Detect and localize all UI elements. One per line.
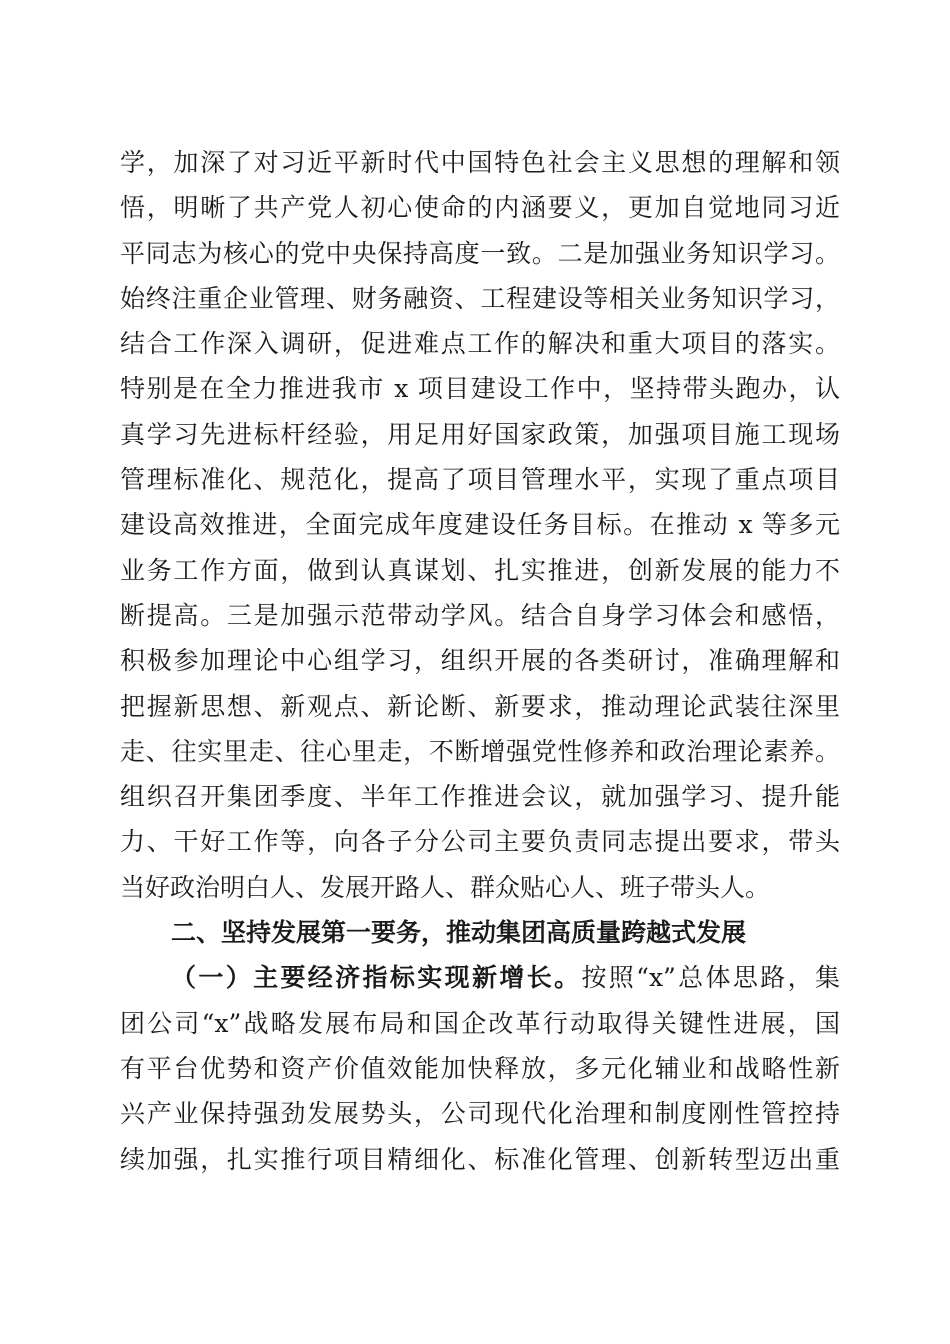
paragraph-line: 业务工作方面，做到认真谋划、扎实推进，创新发展的能力不 — [120, 555, 840, 585]
paragraph-line: 力、干好工作等，向各子分公司主要负责同志提出要求，带头 — [120, 827, 840, 857]
paragraph-line: 断提高。三是加强示范带动学风。结合自身学习体会和感悟， — [120, 600, 840, 630]
paragraph-line: 平同志为核心的党中央保持高度一致。二是加强业务知识学习。 — [120, 238, 840, 268]
paragraph-line: 积极参加理论中心组学习，组织开展的各类研讨，准确理解和 — [120, 646, 840, 676]
paragraph-line: 团公司“x”战略发展布局和国企改革行动取得关键性进展，国 — [120, 1008, 840, 1038]
subsection-first-line — [120, 955, 840, 1000]
paragraph-line: 当好政治明白人、发展开路人、群众贴心人、班子带头人。 — [120, 872, 771, 902]
paragraph-line: 管理标准化、规范化，提高了项目管理水平，实现了重点项目 — [120, 465, 840, 495]
paragraph-line: 兴产业保持强劲发展势头，公司现代化治理和制度刚性管控持 — [120, 1099, 840, 1129]
paragraph-line: 真学习先进标杆经验，用足用好国家政策，加强项目施工现场 — [120, 419, 840, 449]
subsection-label: （一）主要经济指标实现新增长。 — [171, 963, 582, 993]
paragraph-line: 把握新思想、新观点、新论断、新要求，推动理论武装往深里 — [120, 691, 840, 721]
paragraph-line: 续加强，扎实推行项目精细化、标准化管理、创新转型迈出重 — [120, 1144, 840, 1174]
paragraph-line: 始终注重企业管理、财务融资、工程建设等相关业务知识学习， — [120, 283, 840, 313]
body-text — [120, 140, 840, 1182]
paragraph-line: 特别是在全力推进我市 x 项目建设工作中，坚持带头跑办，认 — [120, 374, 840, 404]
paragraph-line: 学，加深了对习近平新时代中国特色社会主义思想的理解和领 — [120, 148, 840, 177]
paragraph-line: 建设高效推进，全面完成年度建设任务目标。在推动 x 等多元 — [120, 510, 840, 540]
paragraph-line: 悟，明晰了共产党人初心使命的内涵要义，更加自觉地同习近 — [120, 193, 840, 223]
paragraph-line: 结合工作深入调研，促进难点工作的解决和重大项目的落实。 — [120, 329, 840, 359]
section-heading: 二、坚持发展第一要务，推动集团高质量跨越式发展 — [171, 918, 747, 948]
paragraph-line: 组织召开集团季度、半年工作推进会议，就加强学习、提升能 — [120, 782, 840, 812]
subsection-first-line-text: 按照“x”总体思路，集 — [581, 963, 840, 993]
paragraph-line: 有平台优势和资产价值效能加快释放，多元化辅业和战略性新 — [120, 1053, 840, 1083]
paragraph-line: 走、往实里走、往心里走，不断增强党性修养和政治理论素养。 — [120, 736, 840, 766]
